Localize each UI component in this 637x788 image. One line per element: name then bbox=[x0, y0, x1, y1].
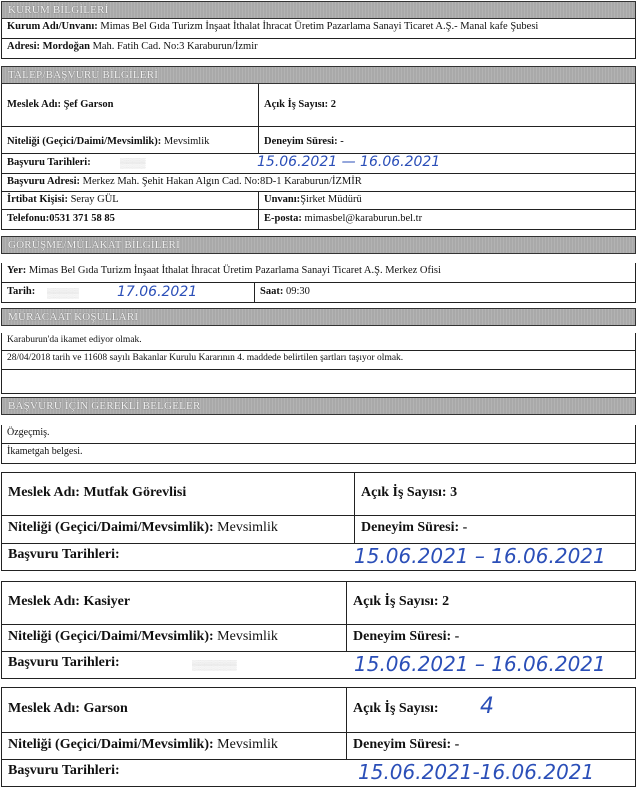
job-nitelik-value: Mevsimlik bbox=[217, 520, 278, 535]
talep-tarih-label-cell bbox=[2, 154, 96, 173]
talep-deneyim-cell bbox=[259, 127, 635, 153]
job-acik-cell bbox=[355, 473, 635, 515]
talep-eposta-label: E-posta: bbox=[264, 213, 302, 224]
gorusme-tarih-handwritten: 17.06.2021 bbox=[117, 284, 198, 300]
talep-irtibat-value: Seray GÜL bbox=[70, 194, 119, 205]
talep-adres-row bbox=[1, 174, 636, 192]
job-meslek-cell bbox=[2, 473, 354, 515]
talep-adres-value: Merkez Mah. Şehit Hakan Algın Cad. No:8D-1 Karaburun/İZMİR bbox=[82, 176, 362, 187]
kurum-address-value: Mah. Fatih Cad. No:3 Karaburun/İzmir bbox=[92, 41, 258, 52]
kurum-address-label: Adresi: Mordoğan bbox=[7, 41, 90, 52]
belge-item: İkametgah belgesi. bbox=[1, 444, 636, 464]
talep-meslek-cell bbox=[2, 84, 258, 126]
gorusme-saat-value: 09:30 bbox=[285, 286, 310, 297]
job-nitelik-value: Mevsimlik bbox=[217, 629, 278, 644]
job-tarih-handwritten: 15.06.2021 – 16.06.2021 bbox=[354, 652, 606, 676]
job-mutfak-tarih-row bbox=[1, 544, 636, 571]
talep-nitelik-label: Niteliği (Geçici/Daimi/Mevsimlik): bbox=[7, 136, 162, 147]
talep-deneyim-label: Deneyim Süresi: - bbox=[264, 136, 344, 147]
job-acik-cell bbox=[347, 582, 635, 624]
talep-telefon-row bbox=[1, 210, 636, 230]
job-deneyim-cell bbox=[355, 516, 635, 543]
job-tarih-handwritten: 15.06.2021-16.06.2021 bbox=[358, 760, 595, 784]
talep-acik-label: Açık İş Sayısı: 2 bbox=[264, 99, 337, 110]
job-deneyim-cell bbox=[347, 733, 635, 759]
job-tarih-label: Başvuru Tarihleri: bbox=[8, 547, 120, 562]
job-meslek-cell bbox=[2, 688, 346, 732]
talep-eposta-cell bbox=[259, 210, 635, 229]
talep-nitelik-value: Mevsimlik bbox=[163, 136, 210, 147]
job-kasiyer-tarih-row bbox=[1, 652, 636, 679]
gorusme-yer-row bbox=[1, 263, 636, 283]
job-garson-tarih-row bbox=[1, 760, 636, 787]
job-deneyim-label: Deneyim Süresi: - bbox=[353, 629, 460, 644]
gorusme-yer-label: Yer: bbox=[7, 265, 27, 276]
muracaat-item: 28/04/2018 tarih ve 11608 sayılı Bakanlar Kurulu Kararının 4. maddede belirtilen şartları taşıyor olmak. bbox=[1, 351, 636, 370]
job-meslek-label: Meslek Adı: Garson bbox=[8, 701, 128, 716]
job-kasiyer-meslek-row bbox=[1, 581, 636, 625]
faded-stamp: ▒▒▒▒▒▒▒ bbox=[192, 660, 237, 670]
talep-adres-label: Başvuru Adresi: bbox=[7, 176, 81, 187]
job-deneyim-label: Deneyim Süresi: - bbox=[361, 520, 468, 535]
job-tarih-cell bbox=[2, 544, 126, 570]
job-deneyim-label: Deneyim Süresi: - bbox=[353, 737, 460, 752]
talep-acik-cell bbox=[259, 84, 635, 126]
job-tarih-cell bbox=[2, 760, 126, 786]
talep-tarih-handwritten: 15.06.2021 — 16.06.2021 bbox=[257, 154, 441, 170]
job-mutfak-nitelik-row bbox=[1, 516, 636, 544]
talep-irtibat-label: İrtibat Kişisi: bbox=[7, 194, 68, 205]
section-kurum-title: KURUM BİLGİLERİ bbox=[1, 1, 636, 19]
job-tarih-handwritten: 15.06.2021 – 16.06.2021 bbox=[354, 544, 606, 568]
kurum-name-value: Mimas Bel Gıda Turizm İnşaat İthalat İhracat Üretim Pazarlama Sanayi Ticaret A.Ş.- Manal kafe Şubesi bbox=[100, 21, 539, 32]
gorusme-saat-cell bbox=[255, 283, 635, 302]
job-nitelik-value: Mevsimlik bbox=[217, 737, 278, 752]
muracaat-empty-row bbox=[1, 370, 636, 394]
job-meslek-cell bbox=[2, 582, 346, 624]
gorusme-saat-label: Saat: bbox=[260, 286, 284, 297]
job-meslek-label: Meslek Adı: Kasiyer bbox=[8, 594, 131, 609]
faded-stamp: ▒▒▒▒▒ bbox=[47, 288, 79, 298]
job-nitelik-label: Niteliği (Geçici/Daimi/Mevsimlik): bbox=[8, 520, 214, 535]
job-acik-handwritten: 4 bbox=[480, 694, 494, 719]
muracaat-item: Karaburun'da ikamet ediyor olmak. bbox=[1, 333, 636, 351]
gorusme-tarih-row bbox=[1, 283, 636, 303]
job-kasiyer-nitelik-row bbox=[1, 625, 636, 652]
section-talep-title: TALEP/BAŞVURU BİLGİLERİ bbox=[1, 66, 636, 84]
gorusme-tarih-label: Tarih: bbox=[7, 286, 36, 297]
talep-eposta-value: mimasbel@karaburun.bel.tr bbox=[304, 213, 423, 224]
talep-meslek-label: Meslek Adı: Şef Garson bbox=[7, 99, 114, 110]
job-acik-label: Açık İş Sayısı: 2 bbox=[353, 594, 450, 609]
job-tarih-cell bbox=[2, 652, 126, 678]
kurum-name-label: Kurum Adı/Unvanı: bbox=[7, 21, 98, 32]
talep-nitelik-row bbox=[1, 127, 636, 154]
job-deneyim-cell bbox=[347, 625, 635, 651]
kurum-name-row bbox=[1, 19, 636, 39]
talep-telefon-cell bbox=[2, 210, 258, 229]
job-tarih-label: Başvuru Tarihleri: bbox=[8, 655, 120, 670]
job-garson-meslek-row bbox=[1, 687, 636, 733]
talep-telefon-value: 0531 371 58 85 bbox=[49, 213, 115, 224]
talep-irtibat-row bbox=[1, 192, 636, 210]
belge-item: Özgeçmiş. bbox=[1, 425, 636, 444]
job-mutfak-meslek-row bbox=[1, 472, 636, 516]
talep-unvan-value: Şirket Müdürü bbox=[300, 194, 362, 205]
talep-tarih-row bbox=[1, 154, 636, 174]
kurum-address-row bbox=[1, 39, 636, 59]
job-nitelik-cell bbox=[2, 625, 346, 651]
talep-irtibat-cell bbox=[2, 192, 258, 209]
job-acik-label: Açık İş Sayısı: bbox=[353, 701, 439, 716]
talep-unvan-label: Unvanı: bbox=[264, 194, 301, 205]
talep-unvan-cell bbox=[259, 192, 635, 209]
section-belgeler-title: BAŞVURU İÇİN GEREKLİ BELGELER bbox=[1, 397, 636, 415]
job-nitelik-label: Niteliği (Geçici/Daimi/Mevsimlik): bbox=[8, 629, 214, 644]
gorusme-yer-value: Mimas Bel Gıda Turizm İnşaat İthalat İhracat Üretim Pazarlama Sanayi Ticaret A.Ş. Merkez Ofisi bbox=[28, 265, 441, 276]
job-nitelik-label: Niteliği (Geçici/Daimi/Mevsimlik): bbox=[8, 737, 214, 752]
talep-meslek-row bbox=[1, 84, 636, 127]
job-garson-nitelik-row bbox=[1, 733, 636, 760]
job-tarih-label: Başvuru Tarihleri: bbox=[8, 763, 120, 778]
job-nitelik-cell bbox=[2, 516, 354, 543]
faded-stamp: ▒▒▒▒ bbox=[120, 158, 146, 168]
job-acik-label: Açık İş Sayısı: 3 bbox=[361, 485, 458, 500]
talep-telefon-label: Telefonu: bbox=[7, 213, 50, 224]
job-meslek-label: Meslek Adı: Mutfak Görevlisi bbox=[8, 485, 187, 500]
section-muracaat-title: MÜRACAAT KOŞULLARI bbox=[1, 308, 636, 326]
job-nitelik-cell bbox=[2, 733, 346, 759]
section-gorusme-title: GÖRÜŞME/MÜLAKAT BİLGİLERİ bbox=[1, 236, 636, 254]
talep-tarih-label: Başvuru Tarihleri: bbox=[7, 157, 91, 168]
talep-nitelik-cell bbox=[2, 127, 258, 153]
